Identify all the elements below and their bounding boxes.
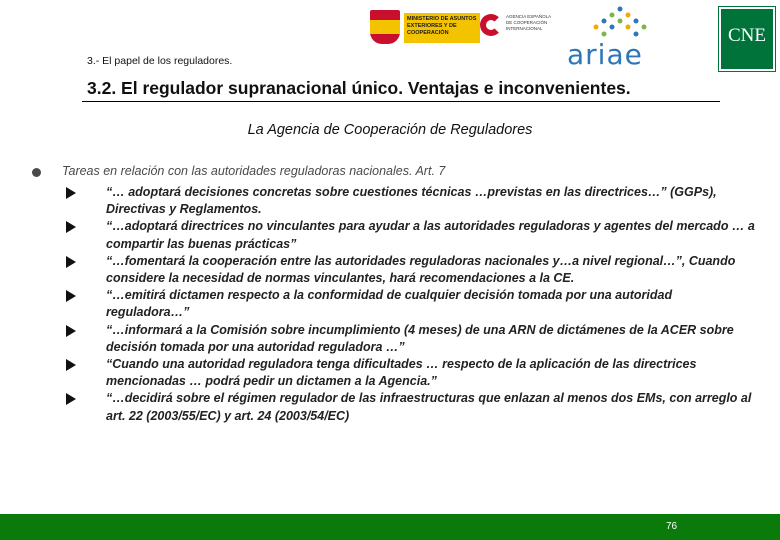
page-number: 76 xyxy=(666,521,678,532)
list-item-text: “…fomentará la cooperación entre las autoridades reguladoras nacionales y…a nivel regional…”, Cuando considere la necesidad de normas vinculantes, hará recomendaciones a la CE. xyxy=(106,253,736,286)
section-label: 3.- El papel de los reguladores. xyxy=(87,55,233,67)
list-item xyxy=(66,253,756,287)
list-item-text: “…informará a la Comisión sobre incumplimiento (4 meses) de una ARN de dictámenes de la ACER sobre decisión tomada por una autoridad reguladora …” xyxy=(106,322,734,354)
ariae-wordmark: ariae xyxy=(567,38,643,71)
list-item xyxy=(66,287,756,321)
arrow-bullet-icon xyxy=(66,256,76,268)
arrow-bullet-icon xyxy=(66,359,76,371)
list-item xyxy=(66,184,756,218)
list-item xyxy=(66,218,756,252)
ministerio-logo xyxy=(370,10,480,46)
ariae-logo xyxy=(565,6,660,71)
list-item-text: “… adoptará decisiones concretas sobre cuestiones técnicas …previstas en las directrices…” (GGPs), Directivas y Reglamentos. xyxy=(106,185,717,217)
main-bullet-text: Tareas en relación con las autoridades reguladoras nacionales. Art. 7 xyxy=(62,164,446,178)
list-item-text: “Cuando una autoridad reguladora tenga dificultades … respecto de la aplicación de las directrices mencionadas … podrá pedir un dictamen a la Agencia.” xyxy=(106,357,697,389)
list-item xyxy=(66,322,756,356)
ariae-dots-icon xyxy=(590,6,650,40)
list-item-text: “…emitirá dictamen respecto a la conformidad de cualquier decisión tomada por una autoridad reguladora…” xyxy=(106,288,673,320)
arrow-bullet-icon xyxy=(66,393,76,405)
arrow-bullet-icon xyxy=(66,325,76,337)
list-item xyxy=(66,390,756,424)
list-item-text: “…adoptará directrices no vinculantes para ayudar a las autoridades reguladoras y agentes del mercado … a compartir las buenas prácticas” xyxy=(106,219,755,251)
footer-bar xyxy=(0,514,780,540)
list-item xyxy=(66,356,756,390)
arrow-bullet-icon xyxy=(66,290,76,302)
aecid-logo-text: AGENCIA ESPAÑOLA DE COOPERACIÓN INTERNACIONAL xyxy=(506,14,551,31)
slide-title: 3.2. El regulador supranacional único. Ventajas e inconvenientes. xyxy=(87,78,631,98)
arrow-bullet-icon xyxy=(66,221,76,233)
aecid-logo xyxy=(480,12,555,44)
cne-logo xyxy=(719,7,775,71)
ministerio-logo-text: MINISTERIO DE ASUNTOS EXTERIORES Y DE COOPERACIÓN xyxy=(404,13,480,43)
slide-subtitle: La Agencia de Cooperación de Reguladores xyxy=(247,122,533,138)
coat-of-arms-icon xyxy=(370,10,400,44)
list-item-text: “…decidirá sobre el régimen regulador de las infraestructuras que enlazan al menos dos EMs, con arreglo al art. 22 (2003/55/EC) y art. 24 (2003/54/EC) xyxy=(106,391,752,423)
aecid-c-icon xyxy=(480,14,502,36)
arrow-bullet-icon xyxy=(66,187,76,199)
sub-bullet-list xyxy=(66,184,756,425)
title-divider xyxy=(82,101,720,102)
bullet-dot-icon xyxy=(32,168,41,177)
cne-logo-text: CNE xyxy=(728,25,766,46)
